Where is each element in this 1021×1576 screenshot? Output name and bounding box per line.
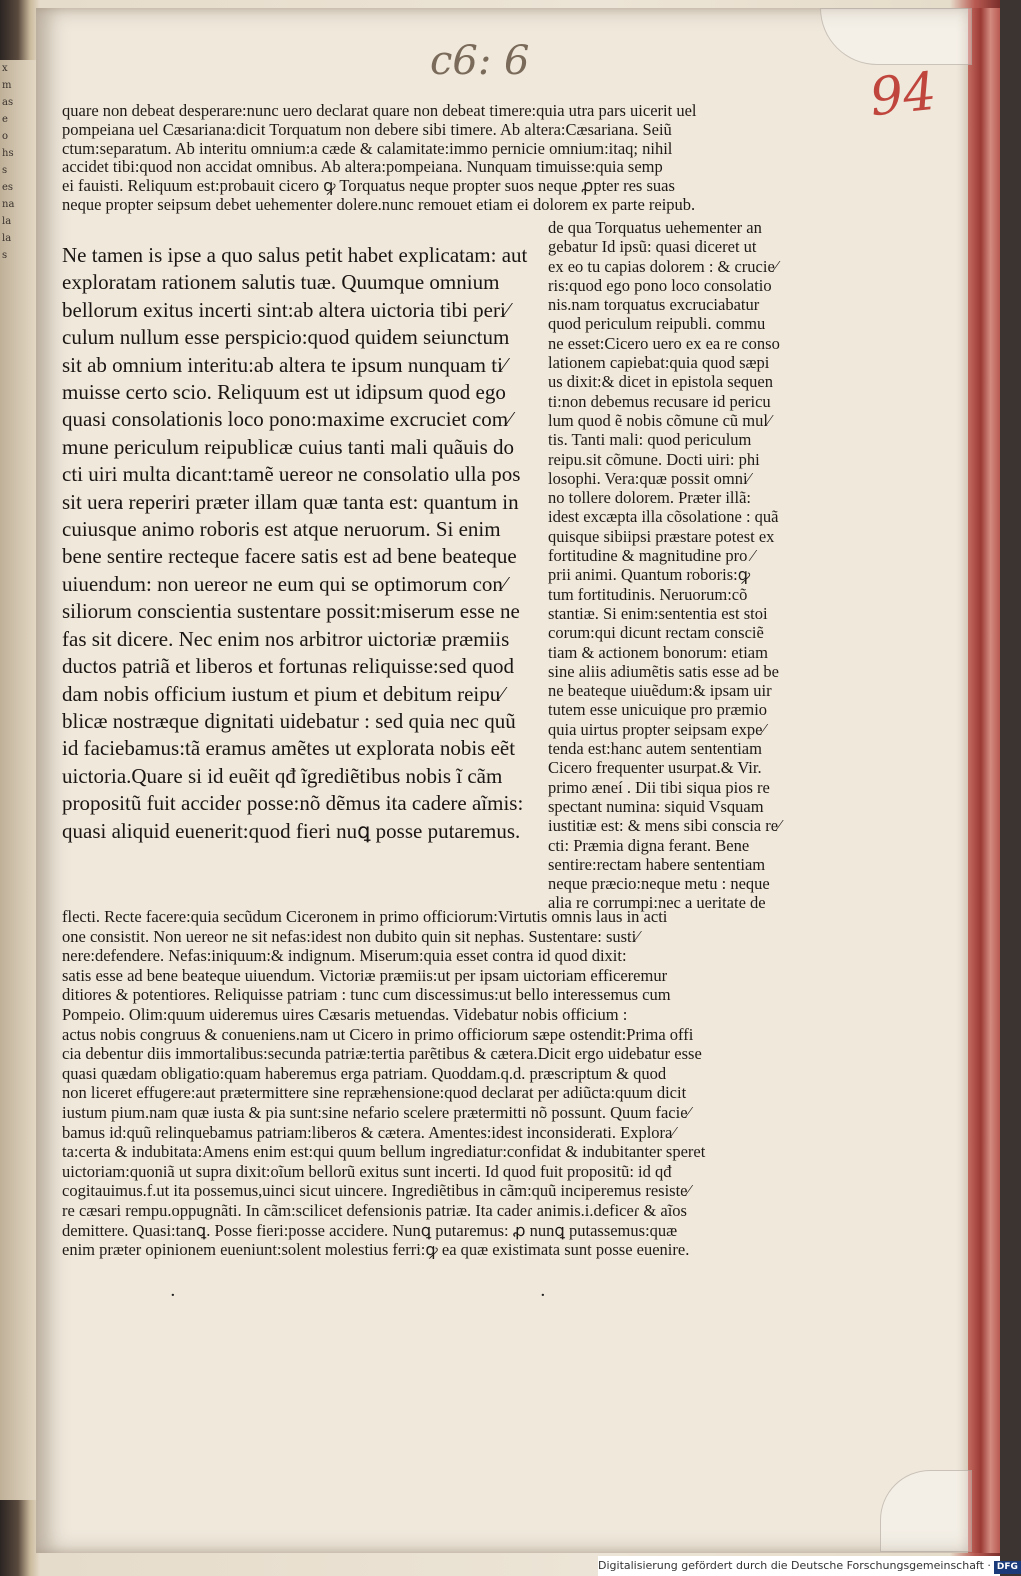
text-line: quare non debeat desperare:nunc uero declarat quare non debeat timere:quia utra pars uicerit uel — [62, 101, 697, 120]
text-line: quasi quædam obligatio:quam haberemus erga patriam. Quoddam.q.d. præscriptum & quod — [62, 1063, 667, 1083]
text-line: ta:certa & indubitata:Amens enim est:qui quum bellum ingrediatur:confidat & indubitanter speret — [62, 1142, 706, 1162]
text-line: lationem capiebat:quia quod sæpi — [548, 353, 770, 373]
neighbor-fragment: o — [2, 131, 9, 142]
red-page-edge — [968, 8, 1000, 1553]
text-line: no tollere dolorem. Præter illã: — [548, 488, 751, 508]
text-line: uictoria.Quare si id euẽit qđ ĩgrediẽtibus nobis ĩ cãm — [62, 763, 503, 788]
text-line: demittere. Quasi:tanꝗ. Posse fieri:posse accidere. Nunꝗ putaremus: ꝓ nunꝗ putassemus:quæ — [62, 1220, 678, 1240]
neighbor-fragment: s — [2, 250, 8, 261]
text-line: ne esset:Cicero uero ex ea re conso — [548, 333, 780, 353]
text-line: quasi aliquid euenerit:quod fieri nuꝗ posse putaremus. — [62, 818, 521, 843]
text-line: ex eo tu capias dolorem : & crucie⁄ — [548, 256, 778, 276]
text-line: uiuendum: non uereor ne eum qui se optimorum con⁄ — [62, 571, 507, 596]
text-line: corum:qui dicunt rectam consciẽ — [548, 623, 764, 643]
dfg-footer — [598, 1556, 1018, 1576]
text-line: satis esse ad bene beateque uiuendum. Victoriæ præmiis:ut per ipsam uictoriam efficeremur — [62, 965, 668, 985]
folio-number: 94 — [867, 61, 940, 129]
printer-dot: · — [170, 1285, 176, 1306]
neighbor-fragment: e — [2, 114, 8, 125]
neighbor-fragment: x — [2, 63, 8, 74]
neighbor-fragment: es — [2, 182, 14, 193]
text-line: bene sentire recteque facere satis est ad bene beateque — [62, 544, 517, 569]
text-line: enim præter opinionem eueniunt:solent molestius ferri:ꝙ ea quæ existimata sunt posse euenire. — [62, 1240, 690, 1260]
text-line: gebatur Id ipsũ: quasi diceret ut — [548, 237, 757, 257]
text-line: Cicero frequenter usurpat.& Vir. — [548, 758, 762, 778]
text-line: primo æneí . Dii tibi siqua pios re — [548, 777, 770, 797]
text-line: idest excæpta illa cõsolatione : quã — [548, 507, 779, 527]
text-line: nere:defendere. Nefas:iniquum:& indignum. Miserum:quia esset contra id quod dixit: — [62, 946, 627, 966]
text-line: flecti. Recte facere:quia secũdum Ciceronem in primo officiorum:Virtutis omnis laus in acti — [62, 907, 668, 926]
text-line: blicæ nostræque dignitati uidebatur : sed quia nec quũ — [62, 708, 516, 733]
text-line: sit uera reperiri præter illam quæ tanta est: quantum in — [62, 489, 519, 514]
text-line: iustitiæ est: & mens sibi conscia re⁄ — [548, 816, 781, 836]
commentary-side — [548, 218, 781, 913]
text-line: quasi consolationis loco pono:maxime excruciet com⁄ — [62, 407, 512, 432]
text-line: cuiusque animo roboris est atque neruorum. Si enim — [62, 517, 501, 542]
text-line: tenda est:hanc autem sententiam — [548, 739, 762, 759]
text-line: siliorum conscientia sustentare possit:miserum esse ne — [62, 599, 520, 624]
text-line: quisque sibiipsi præstare potest ex — [548, 526, 775, 546]
text-line: sine aliis adiumẽtis satis esse ad be — [548, 661, 779, 681]
text-line: mune periculum reipublicæ cuius tanti mali quãuis do — [62, 434, 514, 459]
text-line: prii animi. Quantum roboris:ꝙ — [548, 565, 751, 585]
text-line: propositũ fuit accideɾ posse:nõ dẽmus ita cadere aĩmis: — [62, 791, 524, 816]
text-line: ei fauisti. Reliquum est:probauit cicero ꝙ Torquatus neque propter suos neque ꝓpter res suas — [62, 176, 675, 196]
handwritten-note: c6: 6 — [430, 38, 530, 84]
text-line: accidet tibi:quod non accidat omnibus. Ab altera:pompeiana. Nunquam timuisse:quia semp — [62, 157, 663, 177]
neighbor-fragment: as — [2, 97, 14, 108]
neighbor-fragment: m — [2, 80, 12, 91]
text-line: Ne tamen is ipse a quo salus petit habet explicatam: aut — [62, 243, 528, 267]
text-line: fas sit dicere. Nec enim nos arbitror uictoriæ præmiis — [62, 626, 510, 651]
text-line: reipu.sit cõmune. Docti uiri: phi — [548, 449, 760, 469]
text-line: ti:non debemus recusare id pericu — [548, 391, 771, 411]
text-line: us dixit:& dicet in epistola sequen — [548, 372, 774, 392]
neighbor-fragment: s — [2, 165, 8, 176]
text-line: losophi. Vera:quæ possit omni⁄ — [548, 468, 751, 488]
text-line: cti: Præmia digna ferant. Bene — [548, 835, 750, 855]
text-line: stantiæ. Si enim:sententia est stoi — [548, 603, 768, 623]
printer-dot: · — [540, 1285, 546, 1306]
text-line: cogitauimus.f.ut ita possemus,uinci sicut uincere. Ingrediẽtibus in cãm:quũ inciperemus resiste⁄ — [62, 1181, 691, 1201]
text-line: nis.nam torquatus excruciabatur — [548, 295, 760, 315]
text-line: neque propter seipsum debet uehementer dolere.nunc remouet etiam ei dolorem ex parte reipub. — [62, 194, 696, 214]
text-line: exploratam rationem salutis tuæ. Quumque omnium — [62, 270, 500, 295]
text-line: actus nobis congruus & conueniens.nam ut Cicero in primo officiorum sæpe ostendit:Prima offi — [62, 1024, 694, 1044]
text-line: one consistit. Non uereor ne sit nefas:idest non dubito quin sit nephas. Sustentare: susti⁄ — [62, 926, 639, 946]
text-line: ctum:separatum. Ab interitu omnium:a cæde & calamitate:immo pernicie omnium:itaq; nihil — [62, 138, 673, 158]
neighbor-fragment: hs — [2, 148, 14, 159]
neighbor-fragment: la — [2, 216, 12, 227]
text-line: quia uirtus propter seipsam expe⁄ — [548, 719, 766, 739]
text-line: culum nullum esse perspicio:quod quidem seiunctum — [62, 325, 510, 350]
text-line: ductos patriã et liberos et fortunas reliquisse:sed quod — [62, 654, 514, 679]
text-line: cia debentur diis immortalibus:secunda patriæ:tertia parẽtibus & cætera.Dicit ergo uidebatur esse — [62, 1044, 702, 1064]
text-line: dam nobis officium iustum et pium et debitum reipu⁄ — [62, 681, 504, 706]
footer-text: Digitalisierung gefördert durch die Deutsche Forschungsgemeinschaft · — [598, 1559, 991, 1572]
text-line: spectant numina: siquid Vsquam — [548, 796, 764, 816]
text-line: non liceret effugere:aut prætermittere sine repræhensione:quod declarat per adiũcta:quum dicit — [62, 1083, 687, 1103]
text-line: tiam & actionem bonorum: etiam — [548, 642, 768, 662]
text-line: quod periculum reipubli. commu — [548, 314, 766, 334]
text-line: bellorum exitus incerti sint:ab altera uictoria tibi peri⁄ — [62, 297, 510, 322]
text-line: sit ab omnium interitu:ab altera te ipsum nunquam ti⁄ — [62, 352, 507, 377]
text-line: ne beateque uiuẽdum:& ipsam uir — [548, 681, 772, 701]
text-line: ditiores & potentiores. Reliquisse patriam : tunc cum discessimus:ut bello interessemus cum — [62, 985, 671, 1005]
text-line: Pompeio. Olim:quum uideremus uires Cæsaris metuendas. Videbatur nobis officium : — [62, 1004, 628, 1024]
main-text-block — [62, 242, 527, 845]
text-line: alia re corrumpi:nec a ueritate de — [548, 893, 766, 913]
neighbor-page-edge — [0, 60, 36, 1500]
text-line: uictoriam:quoniã ut supra dixit:oĩum bellorũ exitus sunt incerti. Id quod fuit propositũ: id qđ — [62, 1161, 672, 1181]
text-line: lum quod ẽ nobis cõmune cũ mul⁄ — [548, 410, 771, 430]
commentary-top — [62, 102, 697, 215]
text-line: cti uiri multa dicant:tamẽ uereor ne consolatio ulla pos — [62, 462, 521, 487]
text-line: bamus id:quũ relinquebamus patriam:liberos & cætera. Amentes:idest inconsiderati. Explora⁄ — [62, 1122, 676, 1142]
neighbor-fragment: la — [2, 233, 12, 244]
text-line: muisse certo scio. Reliquum est ut idipsum quod ego — [62, 380, 506, 405]
text-line: fortitudine & magnitudine pro ⁄ — [548, 546, 755, 566]
neighbor-fragment: na — [2, 199, 15, 210]
text-line: tis. Tanti mali: quod periculum — [548, 430, 752, 450]
text-line: tutem esse unicuique pro præmio — [548, 700, 768, 720]
text-line: id faciebamus:tã eramus amẽtes ut explorata nobis eẽt — [62, 736, 516, 761]
text-line: de qua Torquatus uehementer an — [548, 218, 762, 237]
text-line: re cæsari rempu.oppugnãti. In cãm:scilicet defensionis patriæ. Ita cadeɾ animis.i.deficeɾ & aĩos — [62, 1200, 687, 1220]
dfg-logo-icon: DFG — [994, 1561, 1021, 1574]
commentary-bottom — [62, 907, 705, 1260]
text-line: neque præcio:neque metu : neque — [548, 874, 770, 894]
text-line: iustum pium.nam quæ iusta & pia sunt:sine nefario scelere prætermitti nõ possunt. Quum facie⁄ — [62, 1102, 691, 1122]
text-line: pompeiana uel Cæsariana:dicit Torquatum non debere sibi timere. Ab altera:Cæsariana. Seiũ — [62, 119, 672, 139]
text-line: ris:quod ego pono loco consolatio — [548, 275, 772, 295]
text-line: tum fortitudinis. Neruorum:cõ — [548, 584, 748, 604]
text-line: sentire:rectam habere sententiam — [548, 854, 766, 874]
